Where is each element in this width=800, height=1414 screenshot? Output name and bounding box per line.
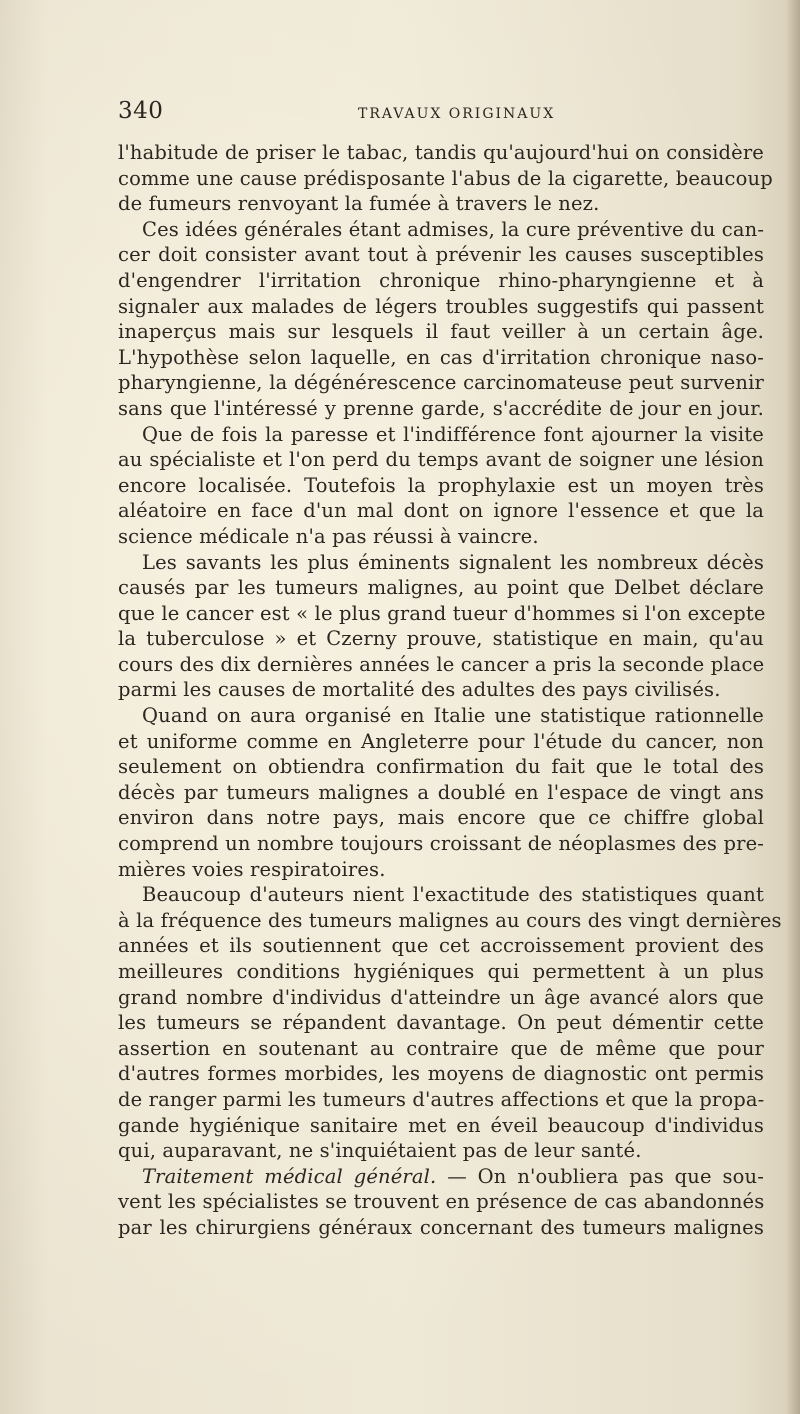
text-line: au spécialiste et l'on perd du temps avant de soigner une lésion	[118, 448, 764, 472]
text-line: par les chirurgiens généraux concernant des tumeurs malignes	[118, 1215, 764, 1239]
section-heading-line	[118, 1164, 764, 1190]
text-line: cer doit consister avant tout à prévenir les causes susceptibles	[118, 243, 764, 267]
text-line: comme une cause prédisposante l'abus de la cigarette, beaucoup	[118, 166, 773, 190]
text-line: Ces idées générales étant admises, la cure préventive du can-	[142, 217, 765, 241]
text-line: décès par tumeurs malignes a doublé en l'espace de vingt ans	[118, 780, 764, 804]
text-line: mières voies respiratoires.	[118, 857, 386, 881]
text-line: de ranger parmi les tumeurs d'autres affections et que la propa-	[118, 1087, 765, 1111]
text-line: science médicale n'a pas réussi à vaincre.	[118, 524, 539, 548]
text-line: pharyngienne, la dégénérescence carcinomateuse peut survenir	[118, 371, 764, 395]
text-line: qui, auparavant, ne s'inquiétaient pas de leur santé.	[118, 1139, 642, 1163]
text-line: de fumeurs renvoyant la fumée à travers le nez.	[118, 192, 600, 216]
text-line: Que de fois la paresse et l'indifférence font ajourner la visite	[142, 422, 764, 446]
text-line: parmi les causes de mortalité des adultes des pays civilisés.	[118, 678, 721, 702]
text-line: aléatoire en face d'un mal dont on ignore l'essence et que la	[118, 499, 764, 523]
text-line: les tumeurs se répandent davantage. On peut démentir cette	[118, 1011, 764, 1035]
body-text	[118, 140, 782, 1241]
text-line: sans que l'intéressé y prenne garde, s'accrédite de jour en jour.	[118, 396, 764, 420]
text-line: Les savants les plus éminents signalent les nombreux décès	[142, 550, 764, 574]
text-line: environ dans notre pays, mais encore que ce chiffre global	[118, 806, 764, 830]
text-line: gande hygiénique sanitaire met en éveil beaucoup d'individus	[118, 1113, 764, 1137]
page-header	[118, 98, 758, 128]
page-spine-shadow	[786, 0, 800, 1414]
text-line: vent les spécialistes se trouvent en présence de cas abandonnés	[118, 1190, 765, 1214]
text-line: encore localisée. Toutefois la prophylaxie est un moyen très	[118, 473, 764, 497]
section-title: Traitement médical général.	[142, 1164, 437, 1188]
text-line: d'autres formes morbides, les moyens de diagnostic ont permis	[118, 1062, 764, 1086]
text-line: que le cancer est « le plus grand tueur d'hommes si l'on excepte	[118, 601, 766, 625]
section-text: — On n'oubliera pas que sou-	[436, 1164, 764, 1188]
text-line: causés par les tumeurs malignes, au point que Delbet déclare	[118, 576, 764, 600]
text-line: à la fréquence des tumeurs malignes au cours des vingt dernières	[118, 908, 782, 932]
text-line: seulement on obtiendra confirmation du fait que le total des	[118, 755, 764, 779]
text-line: meilleures conditions hygiéniques qui permettent à un plus	[118, 960, 764, 983]
text-line: cours des dix dernières années le cancer a pris la seconde place	[118, 652, 765, 676]
text-line: grand nombre d'individus d'atteindre un âge avancé alors que	[118, 985, 764, 1009]
text-line: et uniforme comme en Angleterre pour l'étude du cancer, non	[118, 729, 764, 753]
text-line: années et ils soutiennent que cet accroissement provient des	[118, 934, 764, 958]
text-line: d'engendrer l'irritation chronique rhino-pharyngienne et à	[118, 268, 764, 292]
text-line: comprend un nombre toujours croissant de néoplasmes des pre-	[118, 832, 764, 856]
page-number: 340	[118, 98, 164, 124]
text-line: assertion en soutenant au contraire que de même que pour	[118, 1036, 764, 1060]
text-line: Quand on aura organisé en Italie une statistique rationnelle	[142, 704, 764, 728]
text-line: signaler aux malades de légers troubles suggestifs qui passent	[118, 294, 764, 318]
text-line: l'habitude de priser le tabac, tandis qu'aujourd'hui on considère	[118, 141, 764, 164]
text-line: Beaucoup d'auteurs nient l'exactitude des statistiques quant	[142, 883, 764, 907]
running-head: TRAVAUX ORIGINAUX	[358, 106, 556, 122]
text-line: la tuberculose » et Czerny prouve, statistique en main, qu'au	[118, 627, 764, 651]
text-line: inaperçus mais sur lesquels il faut veiller à un certain âge.	[118, 320, 764, 344]
text-line: L'hypothèse selon laquelle, en cas d'irritation chronique naso-	[118, 345, 764, 369]
